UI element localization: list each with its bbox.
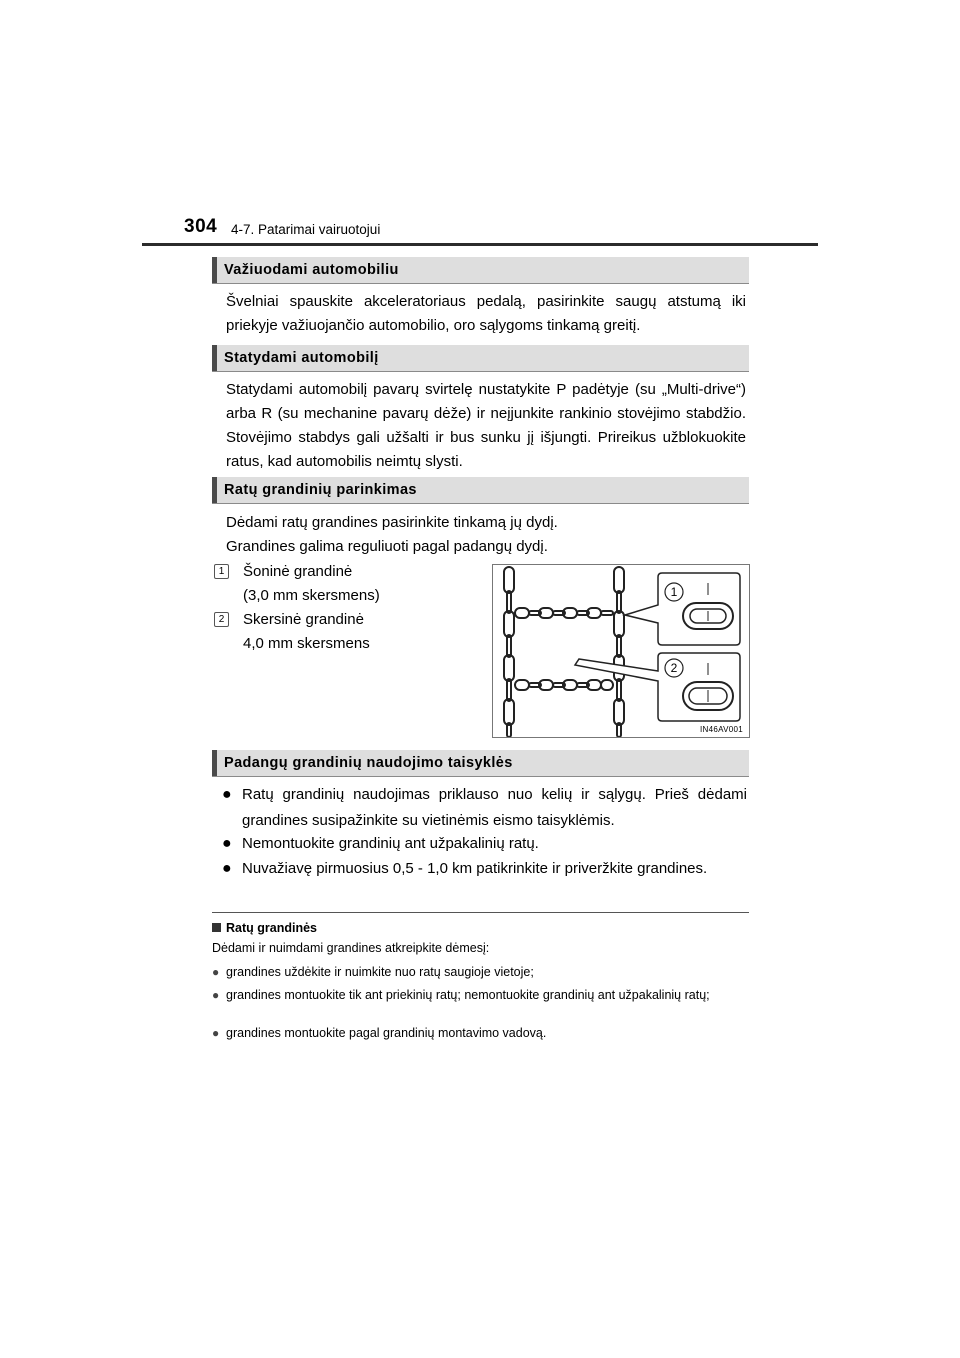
chapter-title: 4-7. Patarimai vairuotojui [231,222,381,237]
note-intro: Dėdami ir nuimdami grandines atkreipkite dėmesį: [212,941,490,955]
tire-chain-illustration [492,564,750,738]
page-number: 304 [184,216,218,237]
note-bullet-text: grandines montuokite tik ant priekinių ratų; nemontuokite grandinių ant užpakalinių ratų; [226,988,710,1002]
section-heading-chain-selection [212,477,749,504]
cross-chain-bottom [515,680,613,690]
chain-drawing [493,565,749,737]
figure-code: IN46AV001 [699,725,743,734]
bullet-dot: ● [222,786,232,803]
rule-text: Ratų grandinių naudojimas priklauso nuo kelių ir sąlygų. Prieš dėdami grandines susipažinkite su vietinėmis eismo taisyklėmis. [242,786,747,829]
bullet-dot: ● [212,965,220,979]
section-heading-text: Važiuodami automobiliu [224,262,399,278]
chain-selection-line-2: Grandines galima reguliuoti pagal padangų dydį. [226,538,548,555]
square-bullet-icon [212,923,221,932]
bullet-dot: ● [222,860,232,877]
callout-number-1: 1 [670,585,678,599]
section-text-driving: Švelniai spauskite akceleratoriaus pedalą, pasirinkite saugų atstumą iki priekyje važiuojančio automobilio, oro sąlygoms tinkamą greitį. [226,293,746,334]
number-badge: 2 [214,612,229,627]
bullet-dot: ● [222,835,232,852]
callout-1-detail [625,573,740,645]
cross-chain-top [515,608,613,618]
bullet-dot: ● [212,1026,220,1040]
side-chain-left [504,567,514,737]
number-badge: 1 [214,564,229,579]
section-heading-chain-rules [212,750,749,777]
rule-text: Nemontuokite grandinių ant užpakalinių ratų. [242,835,539,852]
section-heading-text: Padangų grandinių naudojimo taisyklės [224,755,513,771]
side-chain-right [614,567,624,737]
rule-text: Nuvažiavę pirmuosius 0,5 - 1,0 km patikrinkite ir priveržkite grandines. [242,860,708,877]
note-divider [212,912,749,913]
section-text-parking: Statydami automobilį pavarų svirtelę nustatykite P padėtyje (su „Multi-drive“) arba R (su mechanine pavarų dėže) ir neįjunkite rankinio stovėjimo stabdžio. Stovėjimo stabdys gali užšalti ir bus sunku jį išjungti. Prireikus užblokuokite ratus, kad automobilis neimtų slysti. [226,381,746,470]
section-heading-text: Ratų grandinių parinkimas [224,482,417,498]
chain-selection-line-1: Dėdami ratų grandines pasirinkite tinkamą jų dydį. [226,514,558,531]
note-bullet-text: grandines montuokite pagal grandinių montavimo vadovą. [226,1026,547,1040]
note-bullet-text: grandines uždėkite ir nuimkite nuo ratų saugioje vietoje; [226,965,534,979]
section-heading-driving [212,257,749,284]
section-heading-parking [212,345,749,372]
section-heading-text: Statydami automobilį [224,350,379,366]
item-detail: (3,0 mm skersmens) [243,587,380,604]
item-label: Skersinė grandinė [243,611,364,628]
note-title [212,921,317,935]
item-label: Šoninė grandinė [243,563,353,580]
header-divider [142,243,818,246]
item-detail: 4,0 mm skersmens [243,635,370,652]
note-title-text: Ratų grandinės [226,921,317,935]
bullet-dot: ● [212,988,220,1002]
callout-number-2: 2 [670,661,678,675]
